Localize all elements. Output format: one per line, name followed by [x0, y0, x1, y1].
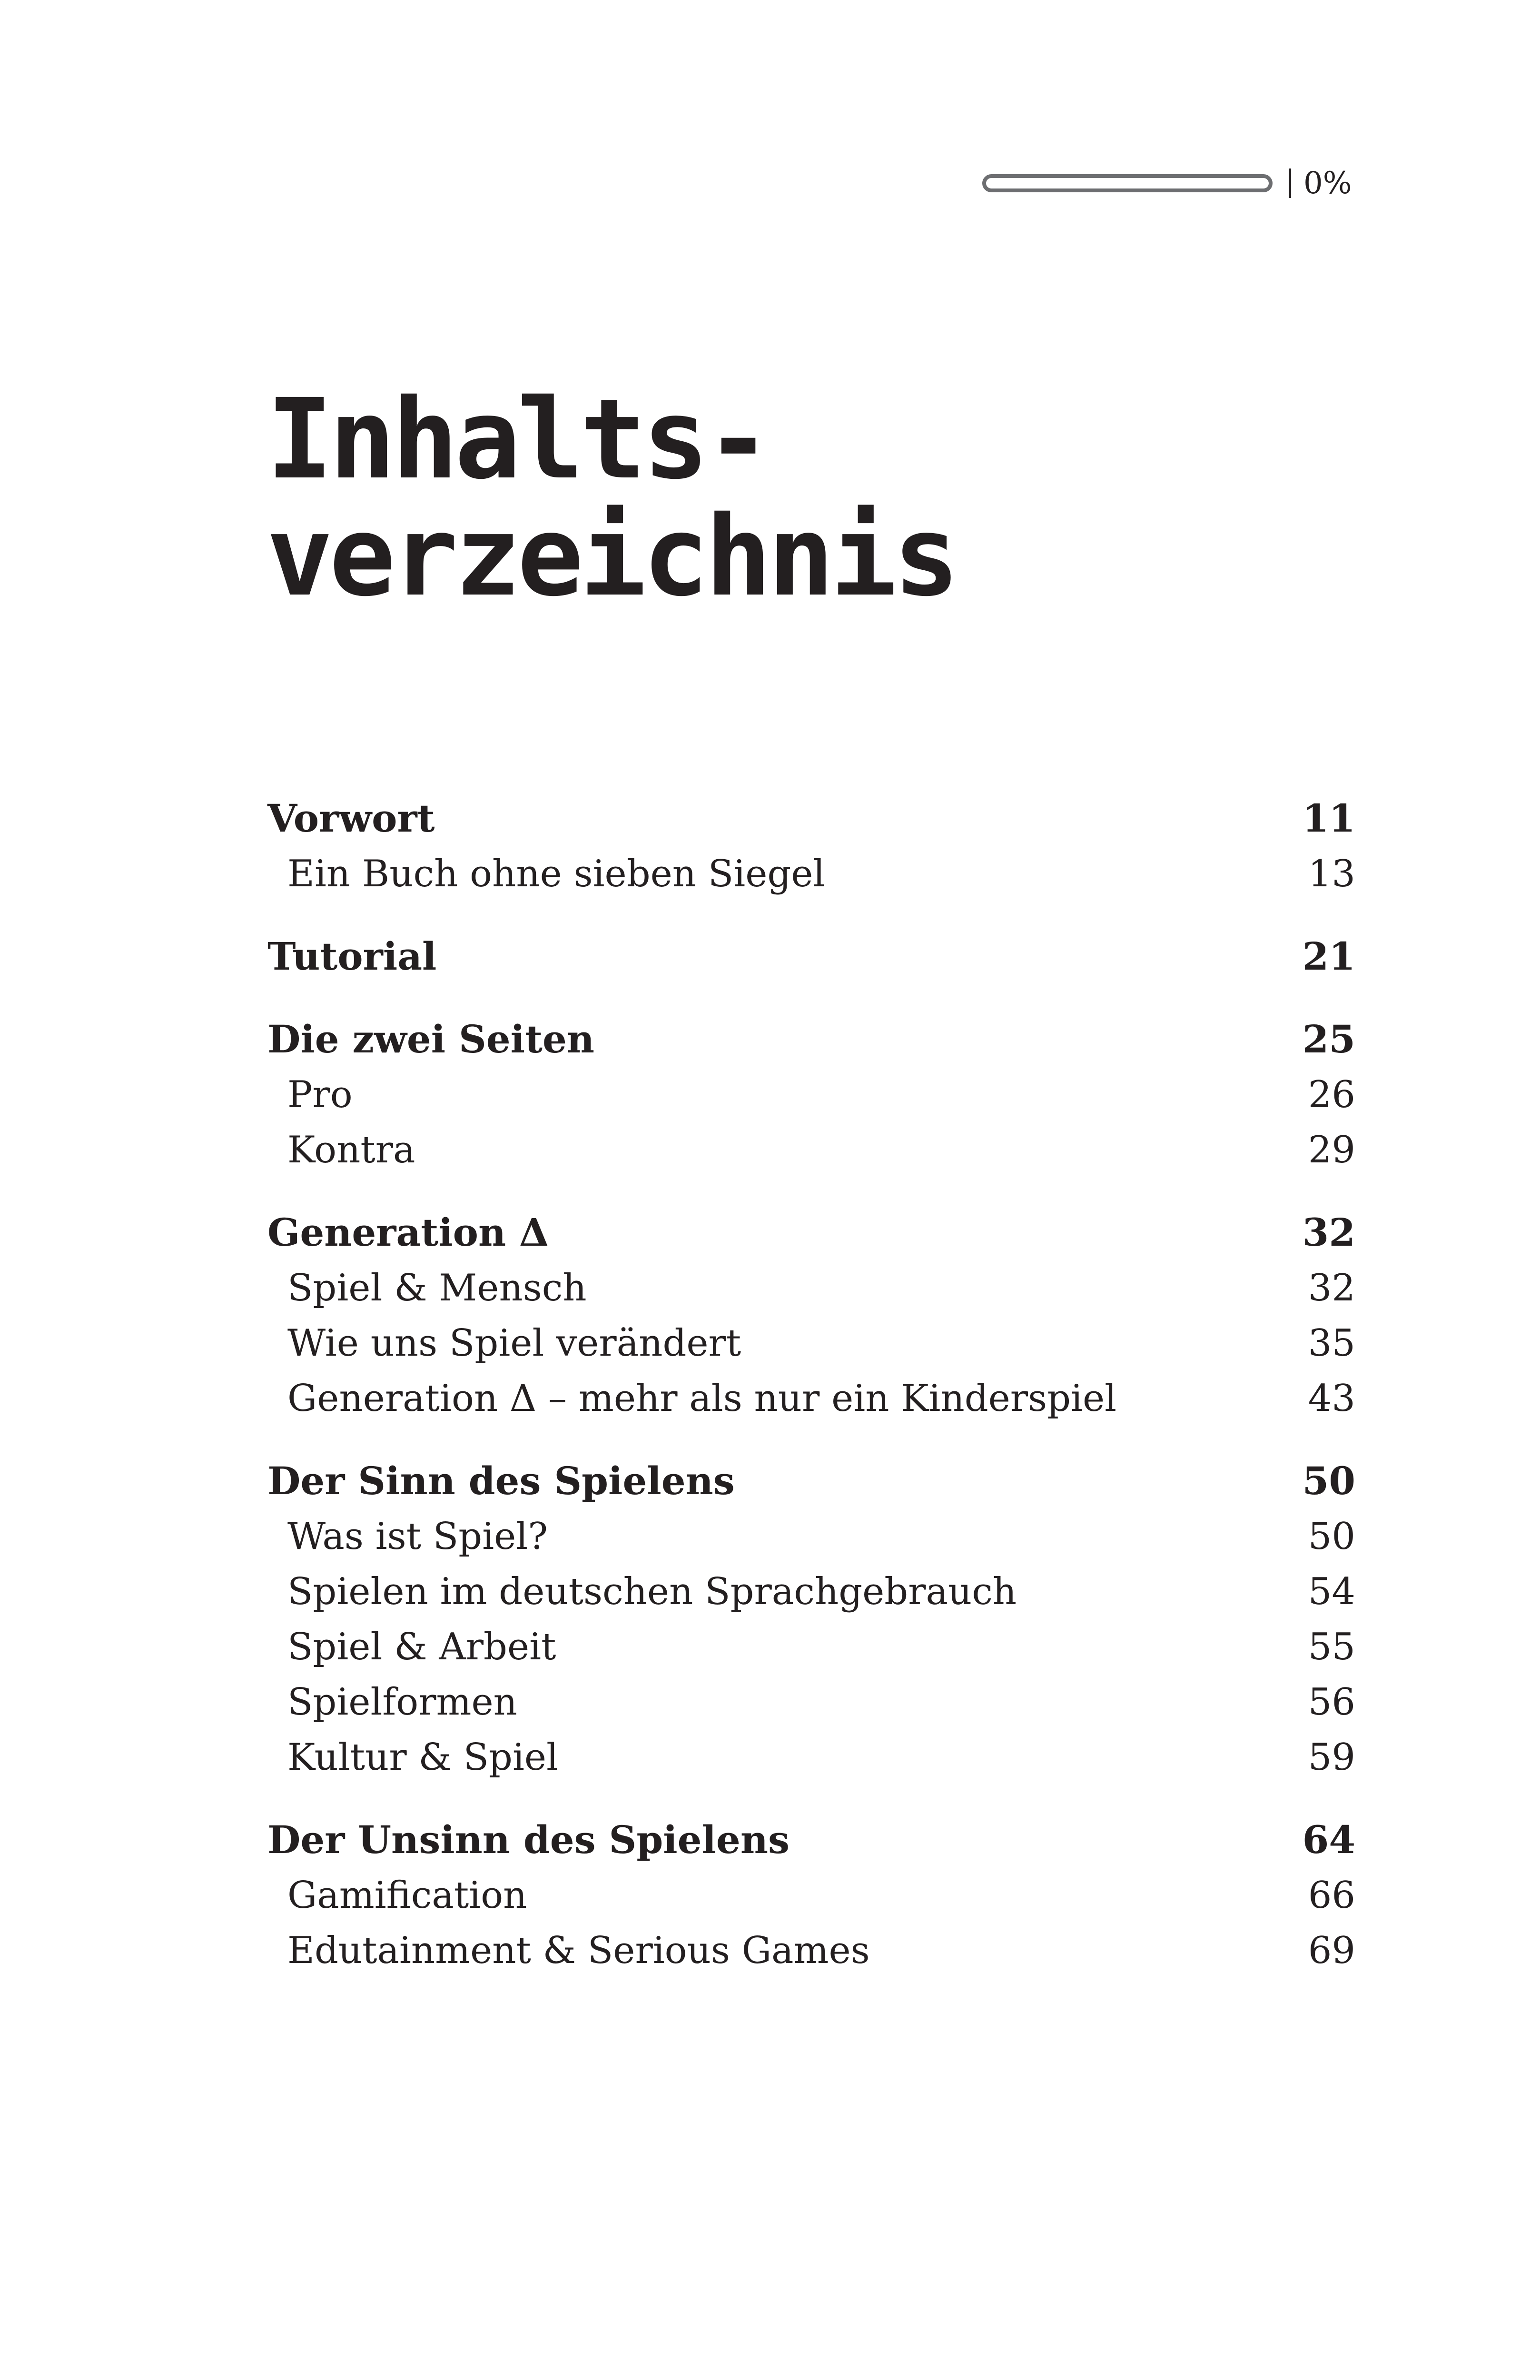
table-of-contents [267, 790, 1355, 2005]
chapter-title: Der Unsinn des Spielens [267, 1817, 790, 1862]
toc-section-entry[interactable] [267, 1316, 1355, 1371]
section-page-number: 54 [1308, 1570, 1355, 1613]
toc-chapter-entry[interactable] [267, 928, 1355, 984]
section-title: Spielformen [287, 1681, 517, 1724]
toc-chapter-group [267, 1453, 1355, 1785]
section-title: Was ist Spiel? [287, 1515, 548, 1558]
section-title: Gamification [287, 1874, 527, 1917]
toc-section-entry[interactable] [267, 1122, 1355, 1178]
toc-chapter-entry[interactable] [267, 1204, 1355, 1260]
chapter-title: Der Sinn des Spielens [267, 1458, 735, 1503]
section-page-number: 59 [1308, 1736, 1355, 1779]
section-page-number: 55 [1308, 1626, 1355, 1668]
section-title: Kultur & Spiel [287, 1736, 559, 1779]
page-title-line-1: Inhalts- [267, 375, 768, 504]
toc-chapter-entry[interactable] [267, 1812, 1355, 1868]
page-title [267, 375, 956, 621]
chapter-page-number: 32 [1302, 1210, 1355, 1255]
toc-section-entry[interactable] [267, 1730, 1355, 1785]
chapter-title: Tutorial [267, 934, 437, 979]
section-title: Kontra [287, 1129, 415, 1171]
toc-chapter-group [267, 1011, 1355, 1178]
section-title: Edutainment & Serious Games [287, 1929, 870, 1972]
toc-chapter-group [267, 928, 1355, 984]
section-title: Generation Δ – mehr als nur ein Kinderspiel [287, 1377, 1117, 1420]
toc-section-entry[interactable] [267, 1675, 1355, 1730]
section-title: Spielen im deutschen Sprachgebrauch [287, 1570, 1017, 1613]
toc-section-entry[interactable] [267, 1509, 1355, 1564]
section-page-number: 26 [1308, 1073, 1355, 1116]
toc-chapter-entry[interactable] [267, 1011, 1355, 1067]
toc-section-entry[interactable] [267, 1619, 1355, 1675]
section-title: Spiel & Mensch [287, 1267, 587, 1309]
toc-section-entry[interactable] [267, 1067, 1355, 1122]
toc-section-entry[interactable] [267, 1564, 1355, 1619]
toc-section-entry[interactable] [267, 846, 1355, 902]
page-title-line-2: verzeichnis [267, 492, 956, 621]
toc-section-entry[interactable] [267, 1260, 1355, 1316]
section-page-number: 56 [1308, 1681, 1355, 1724]
section-page-number: 66 [1308, 1874, 1355, 1917]
section-title: Spiel & Arbeit [287, 1626, 556, 1668]
chapter-page-number: 25 [1302, 1017, 1355, 1061]
section-page-number: 50 [1308, 1515, 1355, 1558]
chapter-title: Die zwei Seiten [267, 1017, 595, 1061]
section-page-number: 43 [1308, 1377, 1355, 1420]
section-page-number: 29 [1308, 1129, 1355, 1171]
chapter-page-number: 64 [1302, 1817, 1355, 1862]
toc-chapter-group [267, 1812, 1355, 1978]
section-page-number: 13 [1308, 853, 1355, 895]
chapter-page-number: 11 [1302, 796, 1355, 841]
section-title: Wie uns Spiel verändert [287, 1322, 741, 1365]
toc-section-entry[interactable] [267, 1923, 1355, 1978]
progress-bar [982, 174, 1273, 192]
reading-progress [982, 166, 1353, 201]
section-title: Pro [287, 1073, 353, 1116]
progress-separator [1289, 169, 1291, 198]
toc-chapter-entry[interactable] [267, 790, 1355, 846]
toc-chapter-group [267, 1204, 1355, 1426]
section-title: Ein Buch ohne sieben Siegel [287, 853, 825, 895]
toc-chapter-group [267, 790, 1355, 902]
section-page-number: 69 [1308, 1929, 1355, 1972]
chapter-page-number: 50 [1302, 1458, 1355, 1503]
section-page-number: 32 [1308, 1267, 1355, 1309]
chapter-title: Vorwort [267, 796, 435, 841]
chapter-title: Generation Δ [267, 1210, 549, 1255]
toc-section-entry[interactable] [267, 1371, 1355, 1426]
section-page-number: 35 [1308, 1322, 1355, 1365]
progress-percentage: 0% [1303, 166, 1352, 201]
chapter-page-number: 21 [1302, 934, 1355, 979]
toc-chapter-entry[interactable] [267, 1453, 1355, 1509]
toc-section-entry[interactable] [267, 1868, 1355, 1923]
